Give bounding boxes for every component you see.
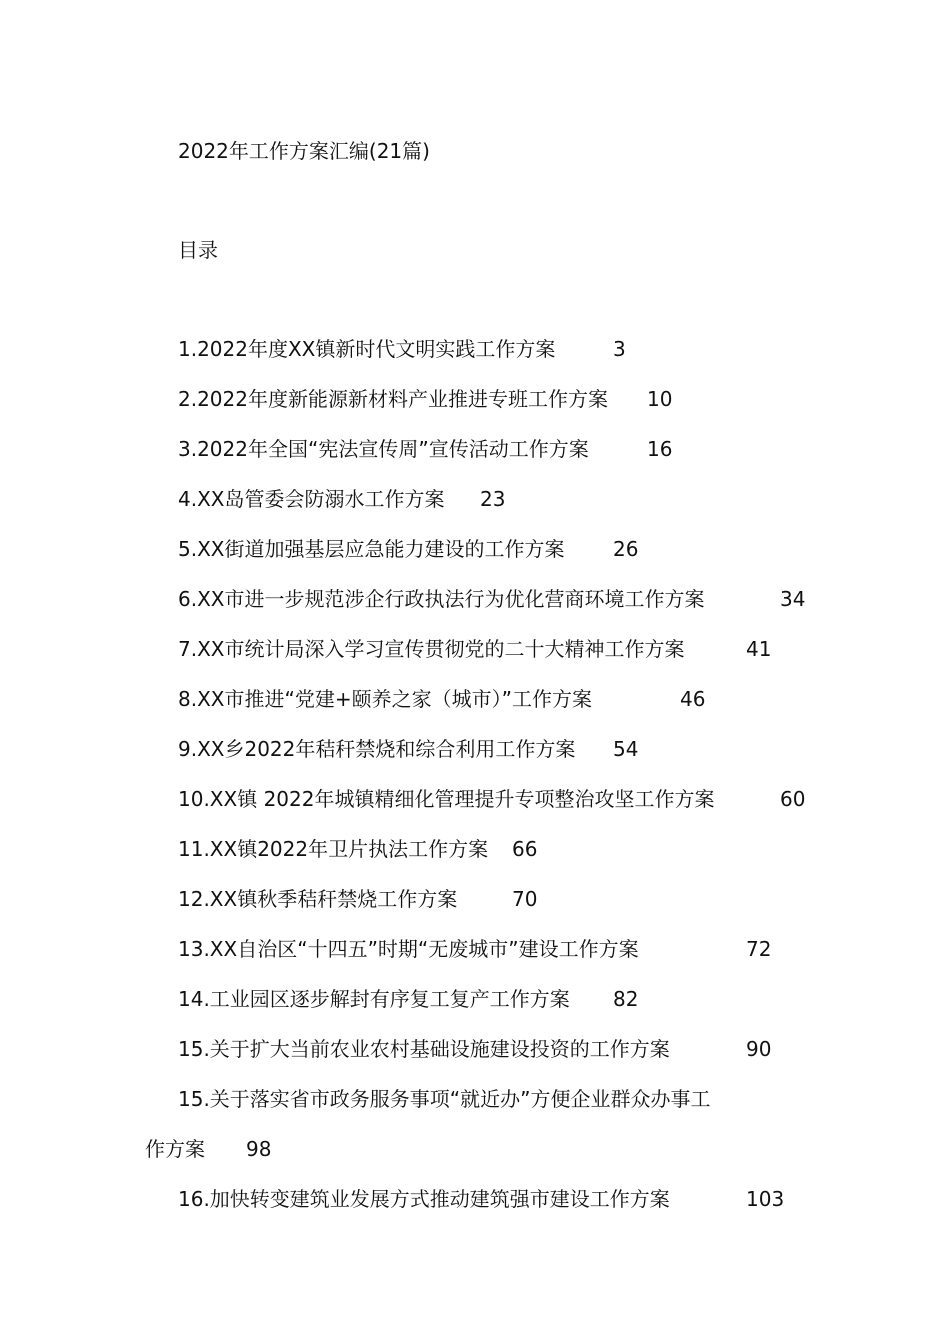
toc-item	[0, 984, 950, 1034]
toc-item	[0, 484, 950, 534]
toc-entry-page: 70	[512, 887, 538, 911]
toc-item	[0, 784, 950, 834]
toc-entry-page: 46	[680, 687, 706, 711]
toc-item	[0, 384, 950, 434]
toc-entry-title: 9.XX乡2022年秸秆禁烧和综合利用工作方案	[178, 737, 576, 761]
toc-item	[0, 334, 950, 384]
toc-entry-title-line2: 作方案	[145, 1137, 205, 1161]
toc-item	[0, 1084, 950, 1184]
toc-entry-title-line1: 15.关于落实省市政务服务事项“就近办”方便企业群众办事工	[178, 1087, 711, 1111]
toc-entry-page: 90	[746, 1037, 772, 1061]
toc-entry-title: 14.工业园区逐步解封有序复工复产工作方案	[178, 987, 570, 1011]
toc-entry-page: 34	[780, 587, 806, 611]
toc-entry-title: 10.XX镇 2022年城镇精细化管理提升专项整治攻坚工作方案	[178, 787, 715, 811]
toc-entry-page: 82	[613, 987, 639, 1011]
toc-item	[0, 584, 950, 634]
toc-item	[0, 1184, 950, 1234]
toc-entry-title: 5.XX街道加强基层应急能力建设的工作方案	[178, 537, 565, 561]
toc-entry-page: 10	[647, 387, 673, 411]
toc-entry-title: 3.2022年全国“宪法宣传周”宣传活动工作方案	[178, 437, 589, 461]
table-of-contents	[0, 334, 950, 1234]
toc-entry-title: 6.XX市进一步规范涉企行政执法行为优化营商环境工作方案	[178, 587, 705, 611]
toc-entry-title: 13.XX自治区“十四五”时期“无废城市”建设工作方案	[178, 937, 639, 961]
toc-entry-title: 8.XX市推进“党建+颐养之家（城市）”工作方案	[178, 687, 592, 711]
toc-item	[0, 534, 950, 584]
toc-entry-page: 54	[613, 737, 639, 761]
toc-entry-title: 7.XX市统计局深入学习宣传贯彻党的二十大精神工作方案	[178, 637, 685, 661]
toc-item	[0, 884, 950, 934]
toc-entry-title: 2.2022年度新能源新材料产业推进专班工作方案	[178, 387, 608, 411]
toc-entry-page: 60	[780, 787, 806, 811]
toc-heading: 目录	[178, 238, 218, 262]
toc-entry-title: 16.加快转变建筑业发展方式推动建筑强市建设工作方案	[178, 1187, 670, 1211]
toc-item	[0, 834, 950, 884]
toc-entry-page: 3	[613, 337, 626, 361]
toc-entry-page: 72	[746, 937, 772, 961]
toc-item	[0, 684, 950, 734]
toc-item	[0, 634, 950, 684]
toc-entry-page: 16	[647, 437, 673, 461]
toc-entry-title: 15.关于扩大当前农业农村基础设施建设投资的工作方案	[178, 1037, 670, 1061]
toc-entry-page: 98	[246, 1137, 272, 1161]
toc-entry-page: 103	[746, 1187, 785, 1211]
document-title: 2022年工作方案汇编(21篇)	[178, 139, 430, 163]
toc-item	[0, 934, 950, 984]
toc-entry-page: 26	[613, 537, 639, 561]
toc-entry-title: 12.XX镇秋季秸秆禁烧工作方案	[178, 887, 458, 911]
toc-entry-page: 41	[746, 637, 772, 661]
toc-item	[0, 434, 950, 484]
toc-entry-title: 4.XX岛管委会防溺水工作方案	[178, 487, 445, 511]
toc-item	[0, 734, 950, 784]
toc-entry-page: 66	[512, 837, 538, 861]
toc-item	[0, 1034, 950, 1084]
toc-entry-page: 23	[480, 487, 506, 511]
toc-entry-title: 1.2022年度XX镇新时代文明实践工作方案	[178, 337, 556, 361]
toc-entry-title: 11.XX镇2022年卫片执法工作方案	[178, 837, 489, 861]
